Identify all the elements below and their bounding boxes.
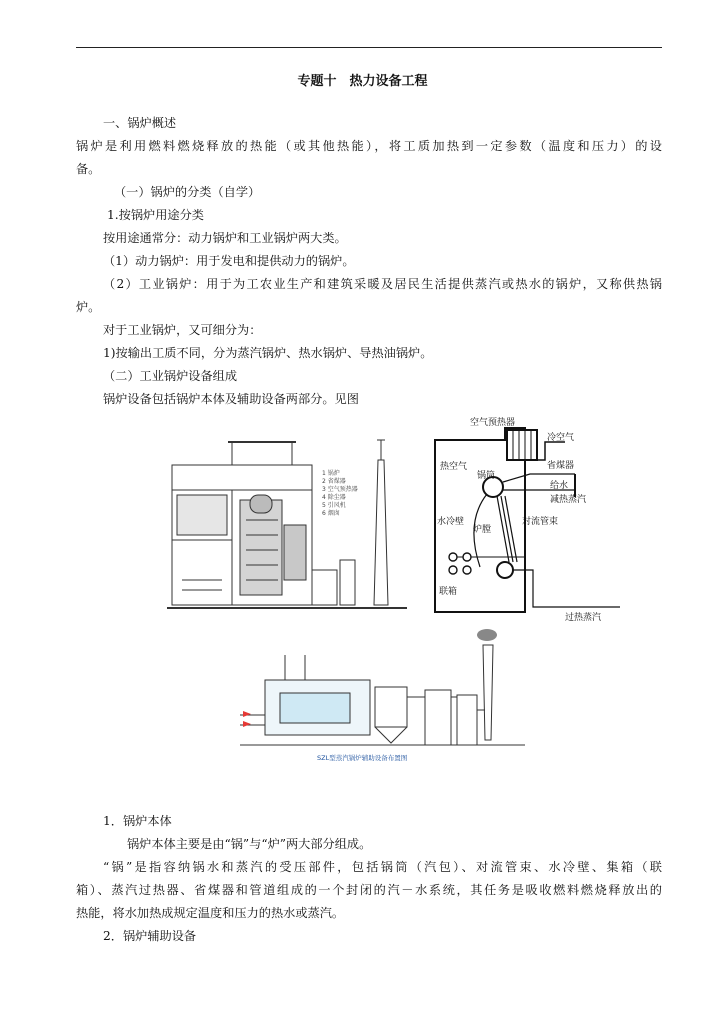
- svg-text:1 锅炉: 1 锅炉: [322, 470, 340, 477]
- label-water-wall: 水冷壁: [437, 517, 465, 527]
- paragraph-line: 锅炉本体主要是由“锅”与“炉”两大部分组成。: [127, 837, 372, 851]
- svg-text:2 省煤器: 2 省煤器: [322, 478, 346, 485]
- label-economizer: 省煤器: [547, 461, 575, 471]
- auxiliary-equipment-figure: [225, 625, 535, 800]
- boiler-plant-section-figure: [162, 430, 412, 620]
- label-header: 联箱: [439, 587, 458, 597]
- section-heading-composition: （二）工业锅炉设备组成: [103, 369, 238, 383]
- paragraph-line: 锅炉是利用燃料燃烧释放的热能（或其他热能），将工质加热到一定参数（温度和压力）的设: [76, 139, 662, 153]
- paragraph-line: 按用途通常分：动力锅炉和工业锅炉两大类。: [103, 231, 347, 245]
- paragraph-line: 对于工业锅炉，又可细分为：: [103, 323, 262, 337]
- svg-text:4 除尘器: 4 除尘器: [322, 494, 346, 501]
- paragraph-line: （1）动力锅炉：用于发电和提供动力的锅炉。: [103, 254, 355, 268]
- section-heading-boiler-body: 1．锅炉本体: [103, 814, 172, 828]
- label-desuperheater: 减热蒸汽: [550, 495, 587, 505]
- label-feed-water: 给水: [550, 481, 569, 491]
- header-rule: [76, 47, 662, 48]
- section-heading-classification: （一）锅炉的分类（自学）: [114, 185, 261, 199]
- svg-text:3 空气预热器: 3 空气预热器: [322, 486, 358, 493]
- label-cold-air: 冷空气: [547, 433, 575, 443]
- paragraph-line: （2）工业锅炉：用于为工农业生产和建筑采暖及居民生活提供蒸汽或热水的锅炉，又称供热锅: [103, 277, 662, 291]
- paragraph-line: 热能，将水加热成规定温度和压力的热水或蒸汽。: [76, 906, 345, 920]
- label-convection-bank: 对流管束: [522, 517, 559, 527]
- paragraph-line: “锅”是指容纳锅水和蒸汽的受压部件，包括锅筒（汽包）、对流管束、水冷壁、集箱（联: [103, 860, 662, 874]
- svg-text:5 引风机: 5 引风机: [322, 502, 346, 509]
- section-heading-overview: 一、锅炉概述: [103, 116, 177, 130]
- section-heading-auxiliary: 2．锅炉辅助设备: [103, 929, 197, 943]
- label-superheated-steam: 过热蒸汽: [565, 613, 602, 622]
- label-air-preheater: 空气预热器: [470, 418, 516, 428]
- svg-text:6 烟囱: 6 烟囱: [322, 510, 340, 517]
- label-furnace: 炉膛: [473, 525, 492, 535]
- paragraph-line: 锅炉设备包括锅炉本体及辅助设备两部分。见图: [103, 392, 359, 406]
- paragraph-line: 炉。: [76, 300, 101, 314]
- label-hot-air: 热空气: [440, 462, 468, 472]
- paragraph-line: 备。: [76, 162, 101, 176]
- subheading-by-purpose: 1.按锅炉用途分类: [107, 208, 204, 222]
- label-drum: 锅筒: [477, 471, 496, 481]
- figure-caption: SZL型蒸汽锅炉辅助设备布置图: [317, 754, 408, 762]
- paragraph-line: 1)按输出工质不同，分为蒸汽锅炉、热水锅炉、导热油锅炉。: [103, 346, 433, 360]
- page-title: 专题十 热力设备工程: [297, 74, 428, 89]
- paragraph-line: 箱）、蒸汽过热器、省煤器和管道组成的一个封闭的汽－水系统，其任务是吸收燃料燃烧释放出的: [76, 883, 662, 897]
- boiler-schematic-figure: [425, 412, 635, 622]
